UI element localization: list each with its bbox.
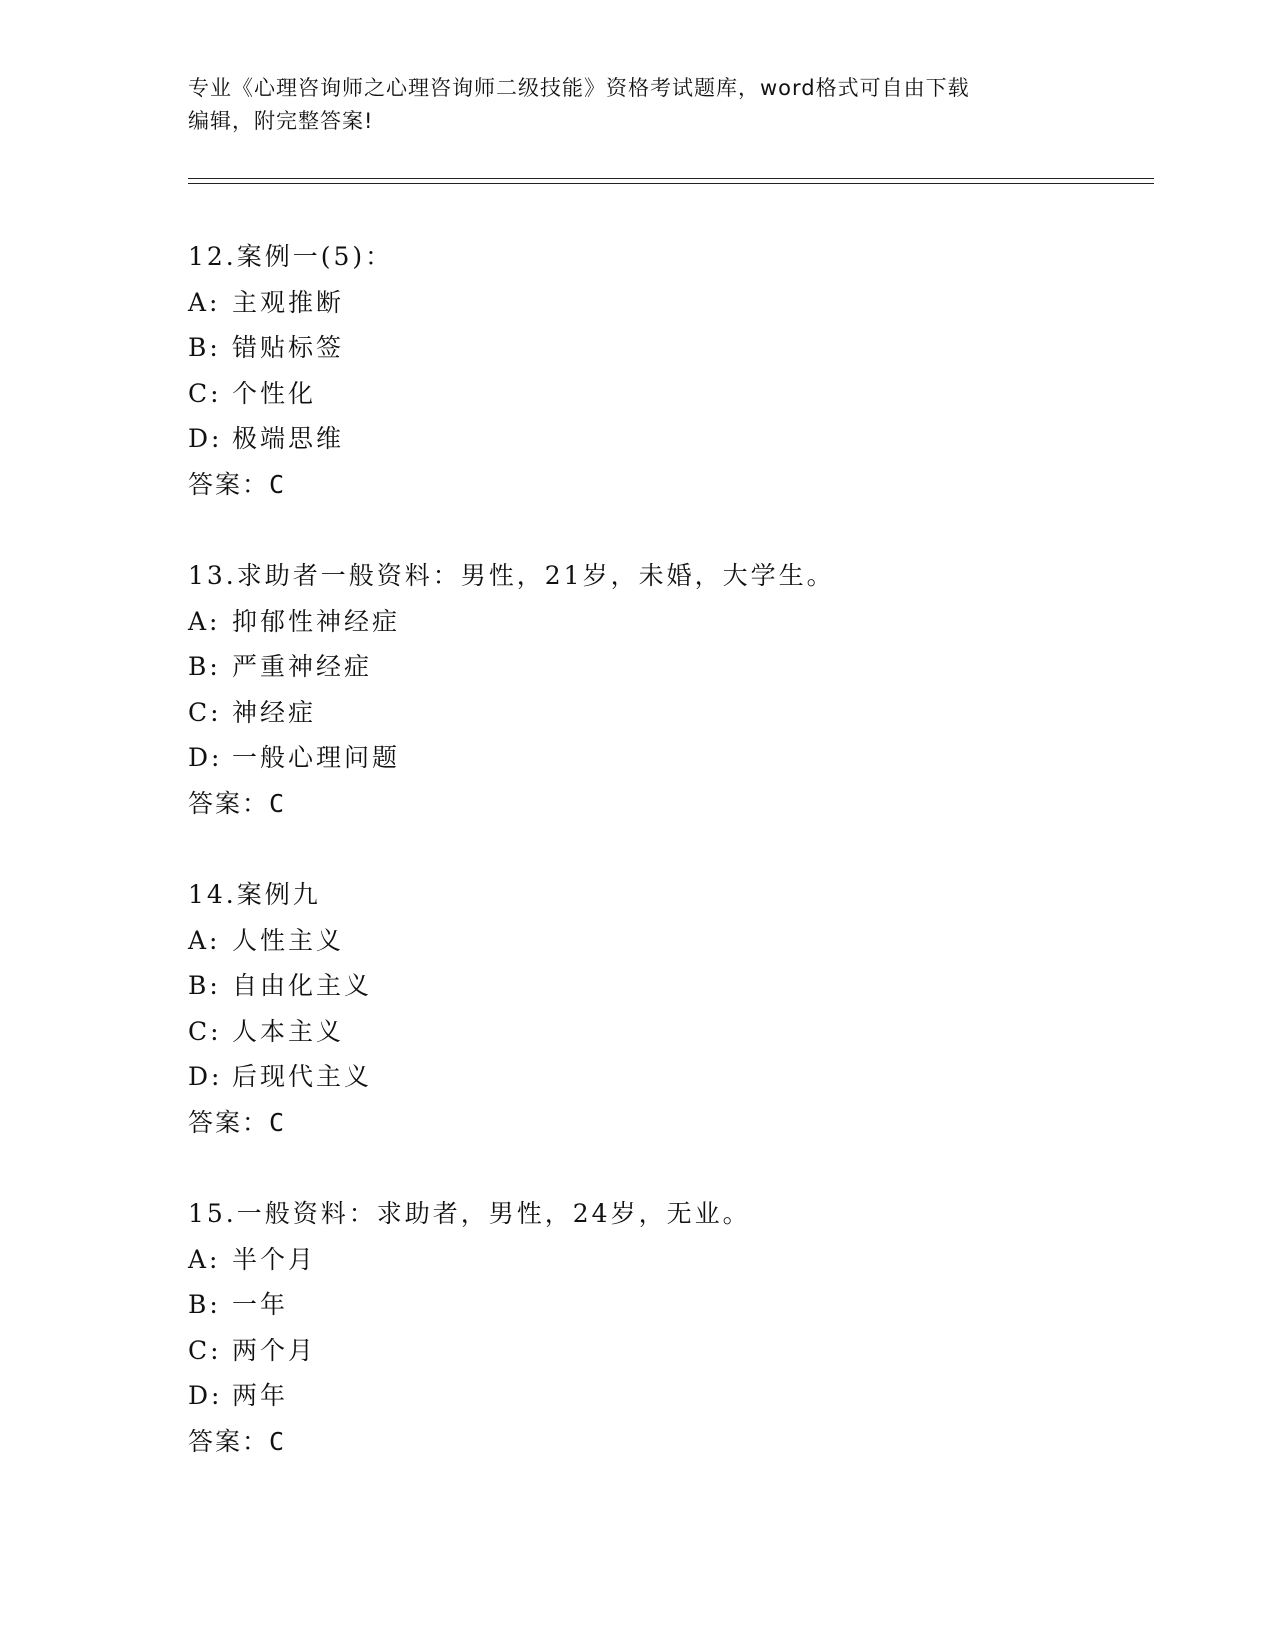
- header-divider-top: [188, 178, 1154, 179]
- header-divider-bottom: [188, 183, 1154, 184]
- option-text: 错贴标签: [232, 333, 345, 363]
- option-a: [188, 599, 1138, 645]
- option-text: 人本主义: [232, 1016, 345, 1046]
- option-letter: C:: [188, 1335, 222, 1365]
- question-title: 12.案例一(5)：: [188, 242, 394, 271]
- option-text: 神经症: [232, 697, 317, 727]
- answer-line: [188, 781, 1138, 827]
- option-letter: A:: [188, 1244, 221, 1274]
- answer-label: 答案：: [188, 1426, 270, 1456]
- answer-line: [188, 1100, 1138, 1146]
- option-b: [188, 644, 1138, 690]
- option-c: [188, 690, 1138, 736]
- option-letter: C:: [188, 1016, 222, 1046]
- option-text: 个性化: [232, 378, 317, 408]
- question-12: [188, 234, 1138, 508]
- option-letter: D:: [188, 743, 223, 773]
- option-c: [188, 371, 1138, 417]
- option-text: 自由化主义: [232, 971, 373, 1001]
- option-text: 两个月: [232, 1335, 317, 1365]
- option-d: [188, 1373, 1138, 1419]
- question-15: [188, 1191, 1138, 1465]
- option-letter: A:: [188, 287, 221, 317]
- option-letter: A:: [188, 606, 221, 636]
- answer-line: [188, 462, 1138, 508]
- option-letter: D:: [188, 1381, 223, 1411]
- option-letter: B:: [188, 333, 221, 363]
- answer-value: C: [269, 1107, 287, 1137]
- option-letter: C:: [188, 378, 222, 408]
- answer-value: C: [269, 1426, 287, 1456]
- option-letter: A:: [188, 925, 221, 955]
- option-letter: B:: [188, 652, 221, 682]
- answer-label: 答案：: [188, 469, 270, 499]
- option-text: 抑郁性神经症: [232, 606, 401, 636]
- option-a: [188, 1237, 1138, 1283]
- option-letter: C:: [188, 697, 222, 727]
- option-text: 后现代主义: [232, 1062, 373, 1092]
- option-c: [188, 1009, 1138, 1055]
- question-14: [188, 872, 1138, 1146]
- option-text: 半个月: [232, 1244, 317, 1274]
- option-text: 极端思维: [232, 424, 345, 454]
- option-b: [188, 1282, 1138, 1328]
- option-d: [188, 416, 1138, 462]
- answer-label: 答案：: [188, 788, 270, 818]
- question-title: 15.一般资料：求助者，男性，24岁，无业。: [188, 1199, 751, 1228]
- option-letter: D:: [188, 1062, 223, 1092]
- answer-value: C: [269, 788, 287, 818]
- question-title: 13.求助者一般资料：男性，21岁，未婚，大学生。: [188, 561, 835, 590]
- option-b: [188, 963, 1138, 1009]
- option-c: [188, 1328, 1138, 1374]
- option-a: [188, 918, 1138, 964]
- option-d: [188, 735, 1138, 781]
- option-text: 一般心理问题: [232, 743, 401, 773]
- option-text: 严重神经症: [232, 652, 373, 682]
- answer-value: C: [269, 469, 287, 499]
- option-b: [188, 325, 1138, 371]
- answer-label: 答案：: [188, 1107, 270, 1137]
- header-line-1: 专业《心理咨询师之心理咨询师二级技能》资格考试题库，word格式可自由下载: [188, 76, 970, 100]
- document-header: [188, 72, 1088, 138]
- option-letter: B:: [188, 971, 221, 1001]
- header-line-2: 编辑，附完整答案!: [188, 109, 374, 133]
- answer-line: [188, 1419, 1138, 1465]
- question-title: 14.案例九: [188, 880, 321, 909]
- question-13: [188, 553, 1138, 827]
- option-text: 人性主义: [232, 925, 345, 955]
- option-letter: D:: [188, 424, 223, 454]
- option-text: 一年: [232, 1290, 289, 1320]
- option-letter: B:: [188, 1290, 221, 1320]
- option-d: [188, 1054, 1138, 1100]
- option-text: 两年: [232, 1381, 289, 1411]
- option-a: [188, 280, 1138, 326]
- option-text: 主观推断: [232, 287, 345, 317]
